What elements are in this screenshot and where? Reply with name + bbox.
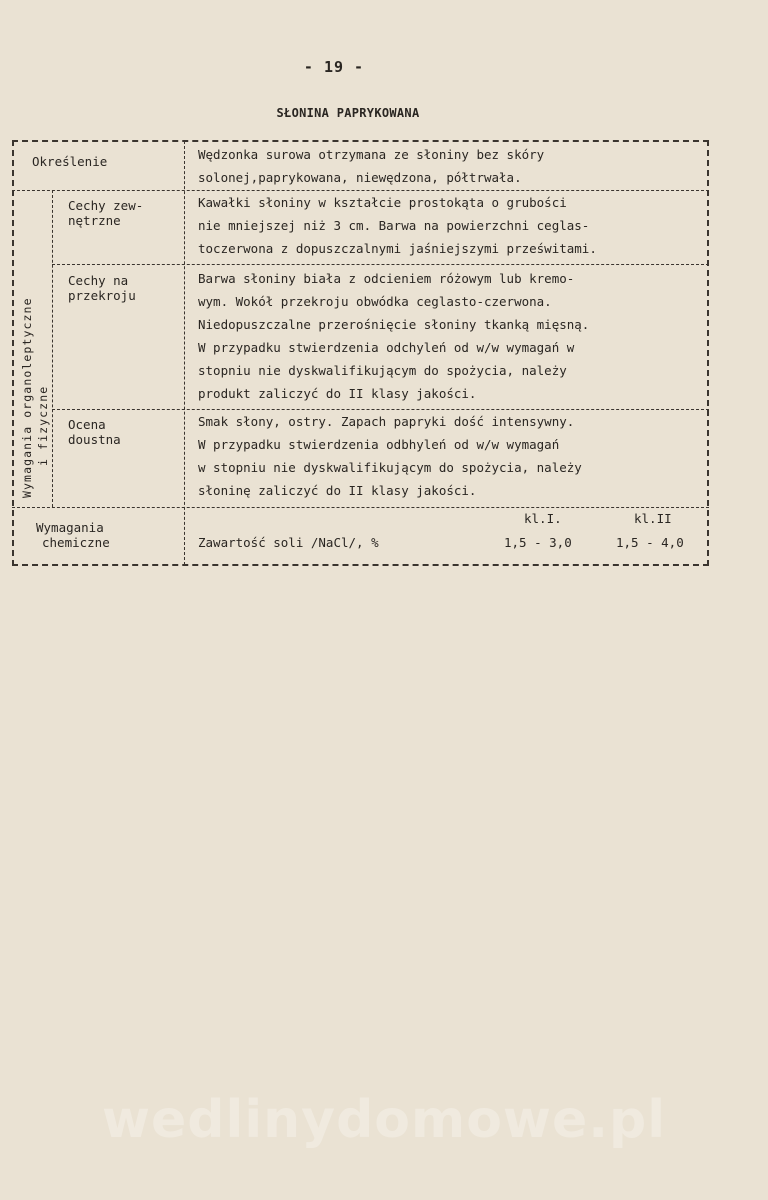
ocena-doustna-label [68,417,121,447]
row-divider-2 [52,264,709,265]
label-line: Cechy na [68,273,129,288]
text-line: w stopniu nie dyskwalifikującym do spożycia, należy [198,460,582,475]
label-line: Cechy zew- [68,198,144,213]
ocena-doustna-text [198,410,582,502]
text-line: wym. Wokół przekroju obwódka ceglasto-czerwona. [198,294,552,309]
text-line: stopniu nie dyskwalifikującym do spożycia, należy [198,363,567,378]
okreslenie-text [198,143,544,189]
text-line: W przypadku stwierdzenia odbhyleń od w/w wymagań [198,437,560,452]
class-2-value: 1,5 - 4,0 [616,535,684,550]
text-line: toczerwona z dopuszczalnymi jaśniejszymi prześwitami. [198,241,597,256]
text-line: produkt zaliczyć do II klasy jakości. [198,386,477,401]
cechy-zewnetrzne-label [68,198,143,228]
cechy-na-przekroju-text [198,267,589,405]
okreslenie-line: Wędzonka surowa otrzymana ze słoniny bez skóry [198,147,545,162]
text-line: nie mniejszej niż 3 cm. Barwa na powierzchni ceglas- [198,218,590,233]
text-line: słoninę zaliczyć do II klasy jakości. [198,483,477,498]
text-line: W przypadku stwierdzenia odchyleń od w/w wymagań w [198,340,575,355]
vertical-label-line2: i fizyczne [36,385,50,466]
label-line: nętrzne [68,213,121,228]
wymagania-chemiczne-label [30,520,110,550]
document-title: SŁONINA PAPRYKOWANA [276,106,420,120]
text-line: Barwa słoniny biała z odcieniem różowym lub kremo- [198,271,575,286]
row-divider-4 [12,507,709,508]
salt-content-parameter: Zawartość soli /NaCl/, % [198,535,379,550]
text-line: Niedopuszczalne przerośnięcie słoniny tkanką mięsną. [198,317,590,332]
okreslenie-line: solonej,paprykowana, niewędzona, półtrwała. [198,170,522,185]
text-line: Kawałki słoniny w kształcie prostokąta o grubości [198,195,567,210]
label-line: doustna [68,432,121,447]
organoleptic-group-label [17,196,55,504]
class-2-header: kl.II [634,511,672,526]
class-1-value: 1,5 - 3,0 [504,535,572,550]
watermark: wedlinydomowe.pl [101,1090,667,1150]
okreslenie-label: Określenie [32,154,108,169]
text-line: Smak słony, ostry. Zapach papryki dość intensywny. [198,414,575,429]
label-line: Wymagania [36,520,104,535]
label-line: chemiczne [42,535,110,550]
cechy-na-przekroju-label [68,273,136,303]
vertical-label-line1: Wymagania organoleptyczne [20,297,34,498]
label-line: przekroju [68,288,136,303]
class-1-header: kl.I. [524,511,562,526]
cechy-zewnetrzne-text [198,191,597,260]
label-line: Ocena [68,417,106,432]
column-divider-main [184,141,185,565]
page-number: - 19 - [303,58,365,76]
